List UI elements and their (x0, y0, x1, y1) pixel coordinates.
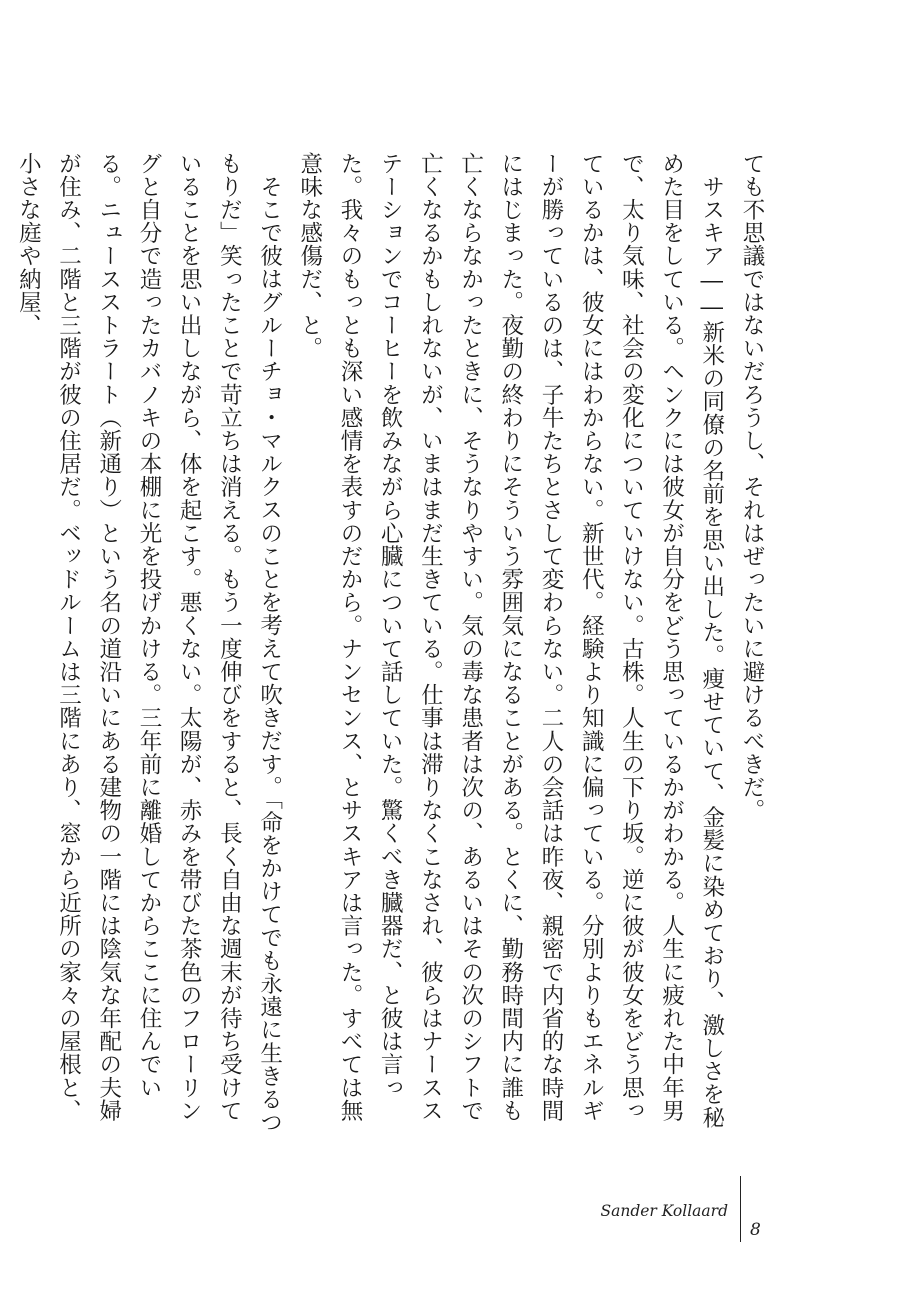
vertical-body-text (15, 152, 772, 1142)
paragraph-1: ても不思議ではないだろうし、それはぜったいに避けるべきだ。 (739, 152, 765, 822)
paragraph-3: そこで彼はグルーチョ・マルクスのことを考えて吹きだす。「命をかけてでも永遠に生きるつもりだ」笑ったことで苛立ちは消える。もう一度伸びをすると、長く自由な週末が待ち受けていることを思い出しながら、体を起こす。悪くない。太陽が、赤みを帯びた茶色のフローリングと自分で造ったカバノキの本棚に光を投げかける。三年前に離婚してからここに住んでいる。ニュースストラート（新通り）という名の道沿いにある建物の一階には陰気な年配の夫婦が住み、二階と三階が彼の住居だ。ベッドルームは三階にあり、窓から近所の家々の屋根と、小さな庭や納屋、 (15, 152, 283, 1134)
running-footer (590, 1176, 790, 1242)
paragraph-2: サスキア――新米の同僚の名前を思い出した。痩せていて、金髪に染めており、激しさを秘めた目をしている。ヘンクには彼女が自分をどう思っているかがわかる。人生に疲れた中年男で、太り気味、社会の変化についていけない。古株。人生の下り坂。逆に彼が彼女をどう思っているかは、彼女にはわからない。新世代。経験より知識に偏っている。分別よりもエネルギーが勝っているのは、子牛たちとさして変わらない。二人の会話は昨夜、親密で内省的な時間にはじまった。夜勤の終わりにそういう雰囲気になることがある。とくに、勤務時間内に誰も亡くならなかったときに、そうなりやすい。気の毒な患者は次の、あるいはその次のシフトで亡くなるかもしれないが、いまはまだ生きている。仕事は滞りなくこなされ、彼らはナースステーションでコーヒーを飲みながら心臓について話していた。驚くべき臓器だ、と彼は言った。我々のもっとも深い感情を表すのだから。ナンセンス、とサスキアは言った。すべては無意味な感傷だ、と。 (296, 152, 725, 1129)
footer-divider (740, 1176, 741, 1242)
author-name: Sander Kollaard (600, 1202, 728, 1220)
page-number: 8 (750, 1220, 761, 1240)
